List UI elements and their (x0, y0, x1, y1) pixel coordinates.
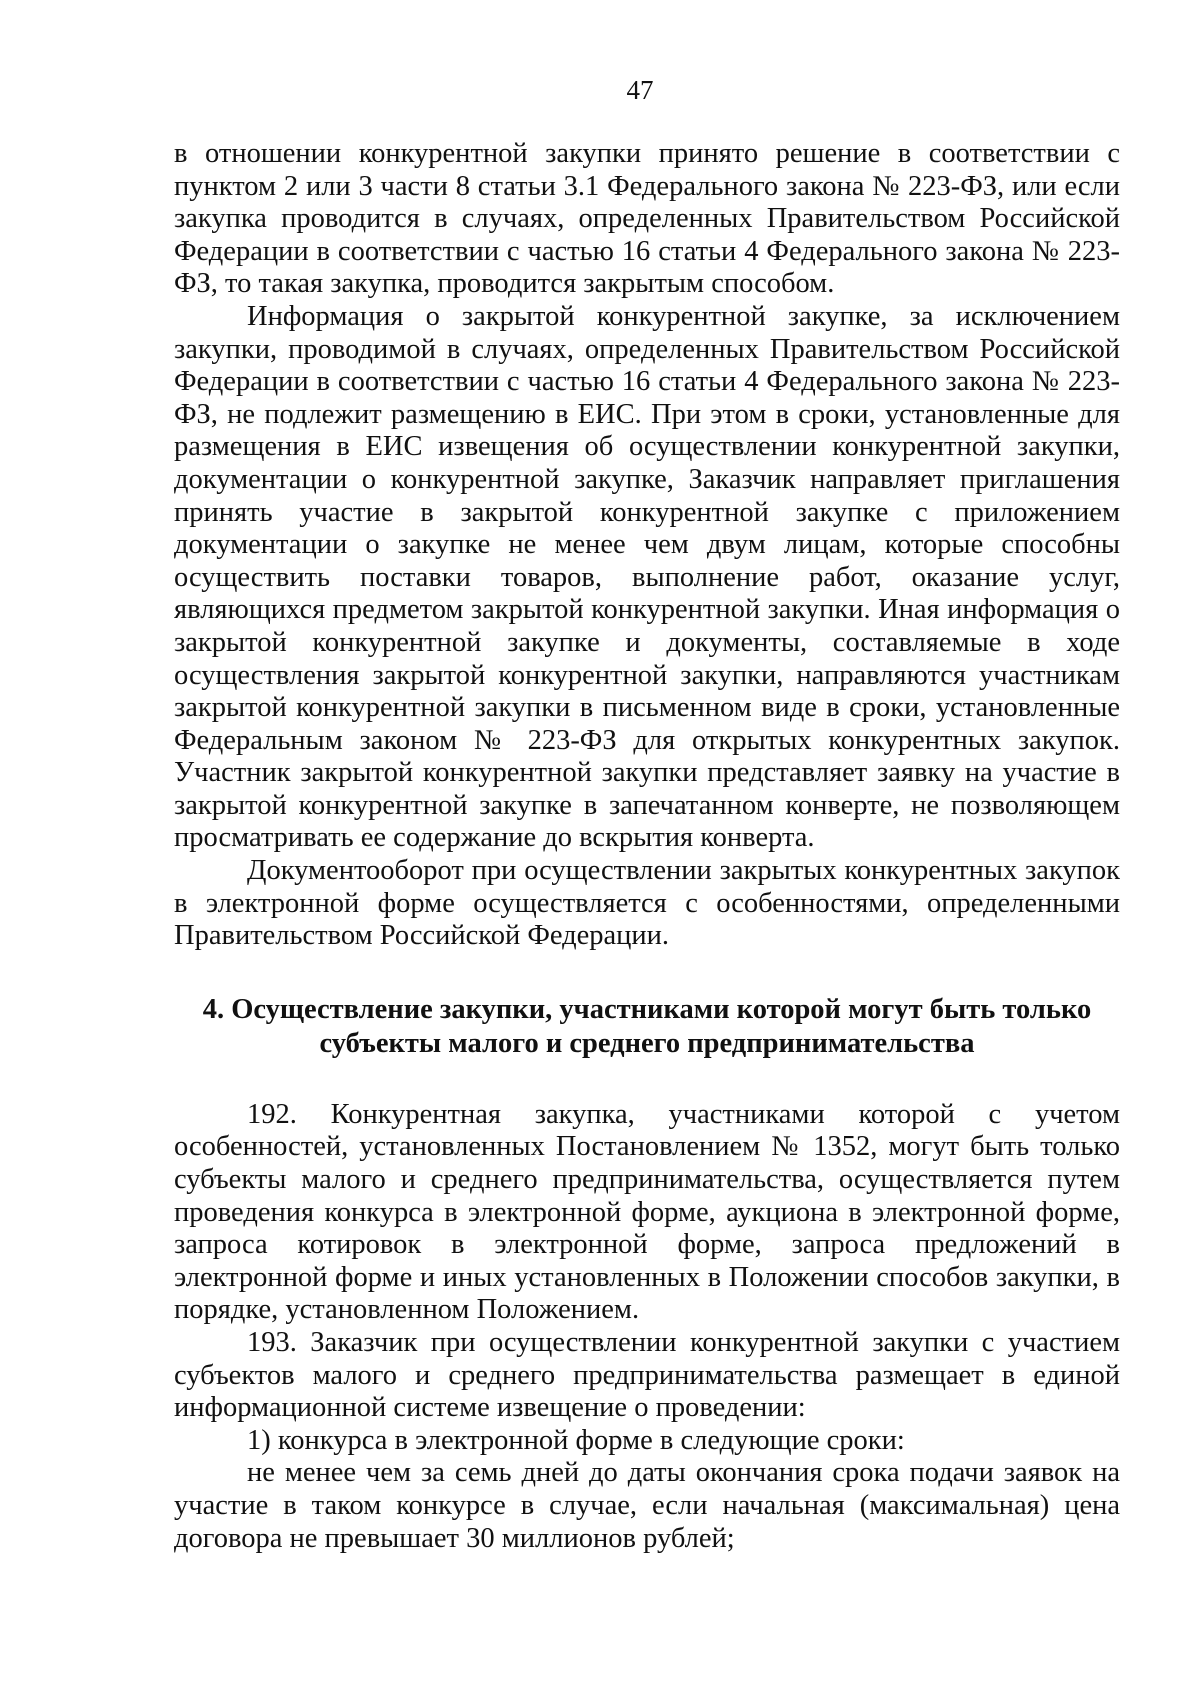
paragraph-electronic-document-flow: Документооборот при осуществлении закрытых конкурентных закупок в электронной форме осуществляется с особенностями, определенными Правительством Российской Федерации. (174, 855, 1120, 952)
section-heading (174, 993, 1120, 1061)
page-number: 47 (626, 75, 654, 105)
document-body (174, 138, 1120, 1555)
list-item-1: 1) конкурса в электронной форме в следующие сроки: (247, 1424, 905, 1456)
section-heading-line-2: субъекты малого и среднего предпринимательства (319, 1027, 975, 1059)
paragraph-closed-procurement-info: Информация о закрытой конкурентной закупке, за исключением закупки, проводимой в случаях, определенных Правительством Российской Федерации в соответствии с частью 16 статьи 4 Федерального закона № 223-ФЗ, не подлежит размещению в ЕИС. При этом в сроки, установленные для размещения в ЕИС извещения об осуществлении конкурентной закупки, документации о конкурентной закупке, Заказчик направляет приглашения принять участие в закрытой конкурентной закупке с приложением документации о закупке не менее чем двум лицам, которые способны осуществить поставки товаров, выполнение работ, оказание услуг, являющихся предметом закрытой конкурентной закупки. Иная информация о закрытой конкурентной закупке и документы, составляемые в ходе осуществления закрытой конкурентной закупки, направляются участникам закрытой конкурентной закупки в письменном виде в сроки, установленные Федеральным законом № 223-ФЗ для открытых конкурентных закупок. Участник закрытой конкурентной закупки представляет заявку на участие в закрытой конкурентной закупке в запечатанном конверте, не позволяющем просматривать ее содержание до вскрытия конверта. (174, 300, 1120, 854)
paragraph-continuation: в отношении конкурентной закупки принято решение в соответствии с пунктом 2 или 3 части 8 статьи 3.1 Федерального закона № 223-ФЗ, или если закупка проводится в случаях, определенных Правительством Российской Федерации в соответствии с частью 16 статьи 4 Федерального закона № 223-ФЗ, то такая закупка, проводится закрытым способом. (174, 138, 1120, 300)
paragraph-193: 193. Заказчик при осуществлении конкурентной закупки с участием субъектов малого и среднего предпринимательства размещает в единой информационной системе извещение о проведении: (174, 1327, 1120, 1424)
paragraph-term-seven-days: не менее чем за семь дней до даты окончания срока подачи заявок на участие в таком конкурсе в случае, если начальная (максимальная) цена договора не превышает 30 миллионов рублей; (174, 1457, 1120, 1554)
section-heading-line-1: 4. Осуществление закупки, участниками которой могут быть только (202, 993, 1092, 1025)
paragraph-192: 192. Конкурентная закупка, участниками которой с учетом особенностей, установленных Постановлением № 1352, могут быть только субъекты малого и среднего предпринимательства, осуществляется путем проведения конкурса в электронной форме, аукциона в электронной форме, запроса котировок в электронной форме, запроса предложений в электронной форме и иных установленных в Положении способов закупки, в порядке, установленном Положением. (174, 1098, 1120, 1326)
